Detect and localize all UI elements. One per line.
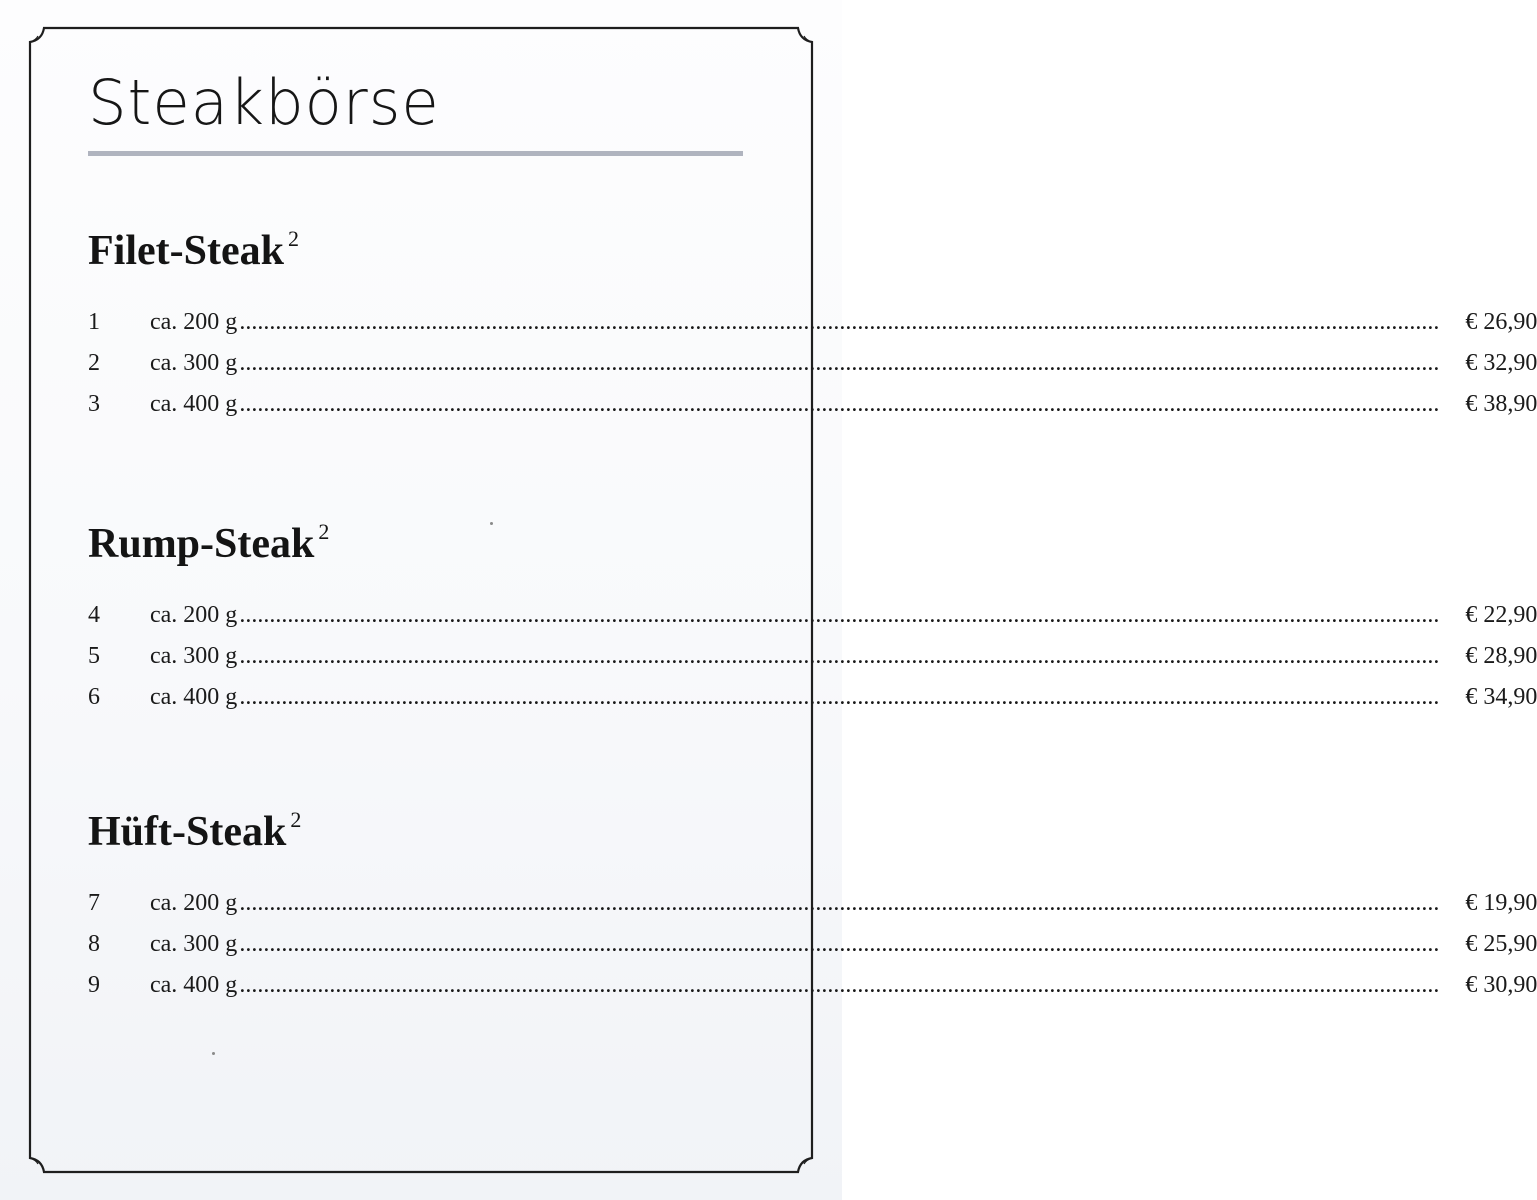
dot-leader: ........................................................................................................................................................................................................	[239, 931, 1440, 957]
item-number: 4	[88, 602, 100, 628]
item-number: 1	[88, 309, 100, 335]
section-hueft-steak	[88, 807, 1537, 1014]
item-number: 6	[88, 684, 100, 710]
section-heading-text: Rump-Steak	[88, 521, 315, 567]
item-list	[88, 890, 1537, 1014]
paper-speck	[212, 1052, 215, 1055]
item-description: ca. 200 g	[150, 602, 238, 628]
dot-leader: ........................................................................................................................................................................................................	[239, 309, 1440, 335]
dot-leader: ........................................................................................................................................................................................................	[239, 684, 1440, 710]
item-price: € 19,90	[1465, 890, 1537, 916]
item-price: € 32,90	[1465, 350, 1537, 376]
item-price: € 25,90	[1465, 931, 1537, 957]
menu-item	[88, 309, 1537, 351]
section-heading-text: Filet-Steak	[88, 228, 284, 274]
footnote-marker: 2	[287, 226, 299, 251]
item-number: 2	[88, 350, 100, 376]
menu-item	[88, 391, 1537, 433]
item-number: 3	[88, 391, 100, 417]
item-list	[88, 602, 1537, 726]
item-number: 7	[88, 890, 100, 916]
footnote-marker: 2	[290, 807, 302, 832]
item-price: € 28,90	[1465, 643, 1537, 669]
item-description: ca. 200 g	[150, 890, 238, 916]
item-number: 9	[88, 972, 100, 998]
item-price: € 22,90	[1465, 602, 1537, 628]
item-price: € 30,90	[1465, 972, 1537, 998]
item-description: ca. 400 g	[150, 684, 238, 710]
menu-item	[88, 643, 1537, 685]
dot-leader: ........................................................................................................................................................................................................	[239, 602, 1440, 628]
section-heading-text: Hüft-Steak	[88, 809, 287, 855]
menu-item	[88, 890, 1537, 932]
item-number: 5	[88, 643, 100, 669]
item-price: € 38,90	[1465, 391, 1537, 417]
title-underline	[88, 151, 743, 156]
menu-item	[88, 350, 1537, 392]
dot-leader: ........................................................................................................................................................................................................	[239, 972, 1440, 998]
menu-item	[88, 972, 1537, 1014]
item-description: ca. 300 g	[150, 350, 238, 376]
menu-item	[88, 684, 1537, 726]
page-title: Steakbörse	[88, 66, 440, 139]
item-price: € 26,90	[1465, 309, 1537, 335]
section-heading	[88, 519, 748, 567]
item-number: 8	[88, 931, 100, 957]
item-list	[88, 309, 1537, 433]
item-price: € 34,90	[1465, 684, 1537, 710]
menu-item	[88, 931, 1537, 973]
item-description: ca. 300 g	[150, 931, 238, 957]
dot-leader: ........................................................................................................................................................................................................	[239, 391, 1440, 417]
section-rump-steak	[88, 519, 1537, 726]
item-description: ca. 400 g	[150, 391, 238, 417]
dot-leader: ........................................................................................................................................................................................................	[239, 643, 1440, 669]
footnote-marker: 2	[318, 519, 330, 544]
item-description: ca. 400 g	[150, 972, 238, 998]
section-filet-steak	[88, 226, 1537, 433]
section-heading	[88, 226, 748, 274]
item-description: ca. 200 g	[150, 309, 238, 335]
section-heading	[88, 807, 748, 855]
dot-leader: ........................................................................................................................................................................................................	[239, 890, 1440, 916]
dot-leader: ........................................................................................................................................................................................................	[239, 350, 1440, 376]
item-description: ca. 300 g	[150, 643, 238, 669]
menu-item	[88, 602, 1537, 644]
paper-speck	[490, 522, 493, 525]
